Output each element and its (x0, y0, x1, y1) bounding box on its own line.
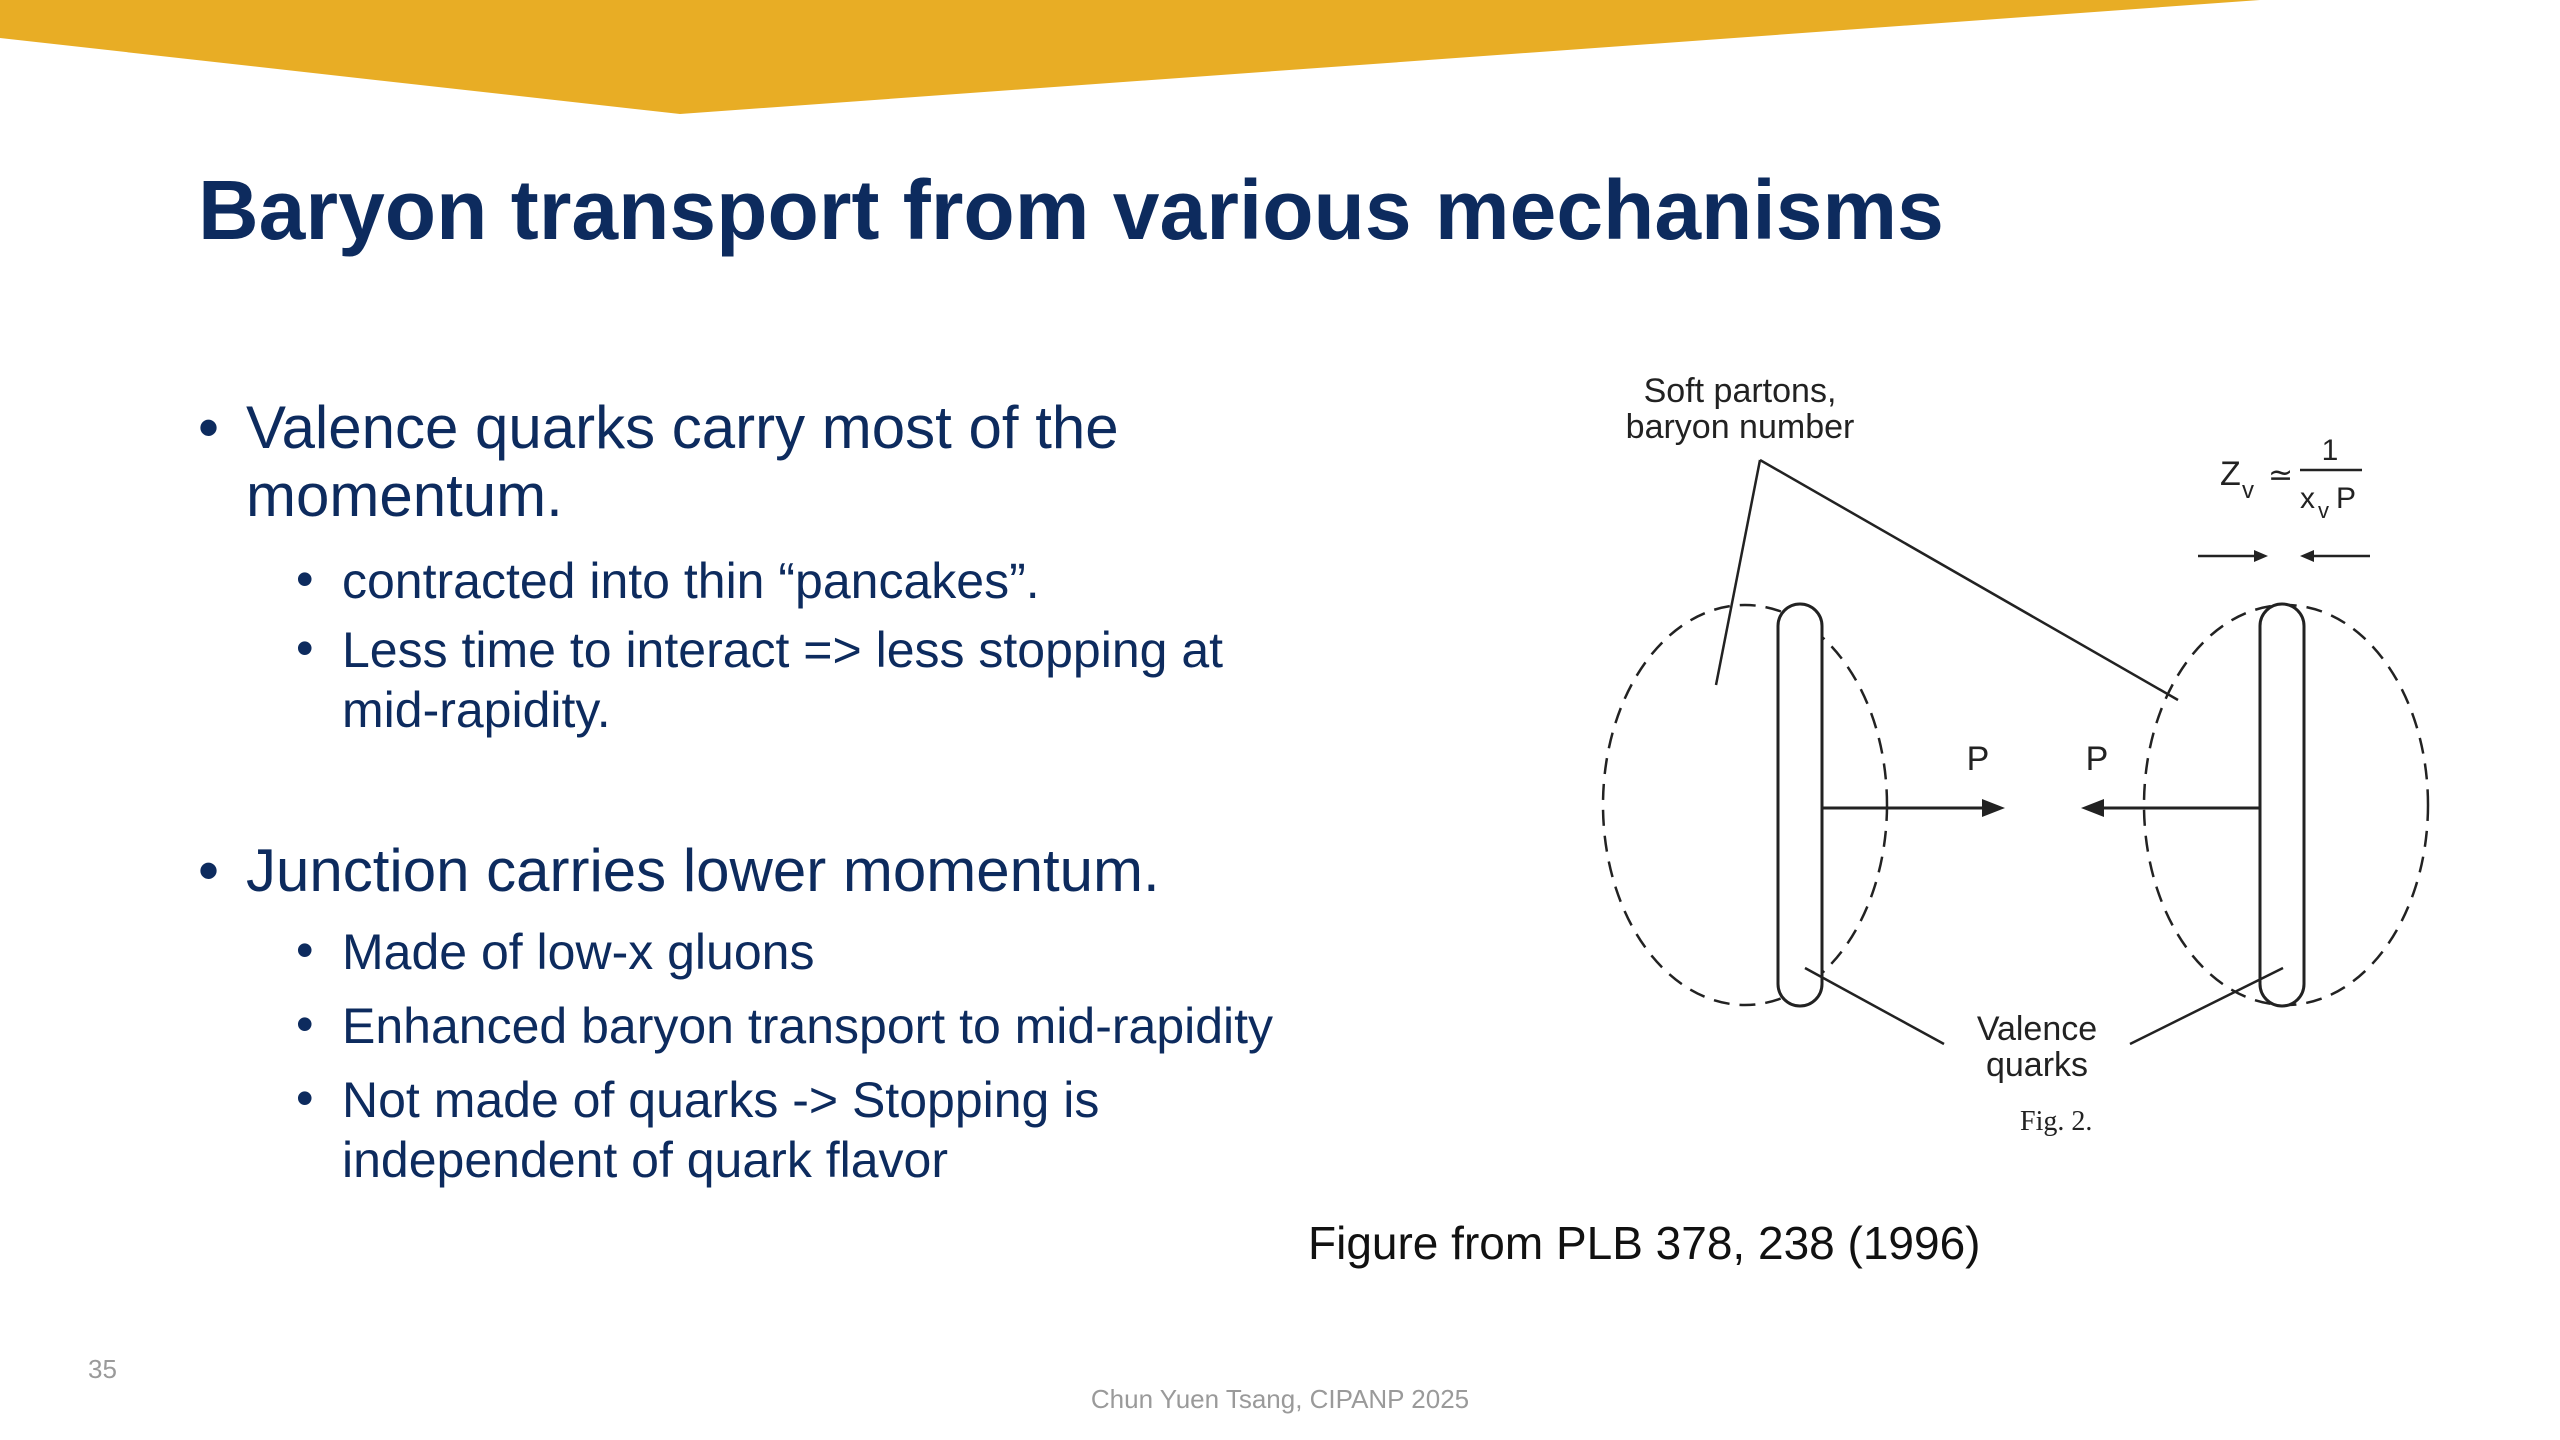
leader-line (1805, 968, 1944, 1044)
sub-bullet-dot-icon: • (296, 996, 314, 1052)
arrowhead-icon (1982, 799, 2005, 817)
formula-lhs: Z (2220, 455, 2241, 493)
baryon-collision-diagram (1600, 360, 2460, 1160)
sub-bullet-dot-icon: • (296, 551, 314, 607)
bullet-text-line: momentum. (246, 462, 563, 529)
footer-author-conference: Chun Yuen Tsang, CIPANP 2025 (1090, 1384, 1470, 1414)
momentum-label-right: P (2085, 740, 2109, 778)
bullet-dot-icon: • (198, 394, 220, 461)
arrowhead-icon (2300, 550, 2314, 562)
sub-bullet-dot-icon: • (296, 922, 314, 978)
bullet-text-line: Valence quarks carry most of the (246, 394, 1119, 461)
sub-bullet-text-line: Enhanced baryon transport to mid-rapidity (342, 998, 1274, 1054)
sub-bullet-dot-icon: • (296, 620, 314, 676)
soft-partons-label: Soft partons, (1643, 372, 1837, 410)
formula-lhs-sub: v (2242, 477, 2254, 504)
leader-line (1716, 460, 1760, 685)
momentum-label-left: P (1966, 740, 1990, 778)
sub-bullet-text-line: Made of low-x gluons (342, 924, 815, 980)
arrowhead-icon (2254, 550, 2268, 562)
top-accent-band (0, 0, 2560, 120)
valence-quarks-label: Valence (1976, 1010, 2098, 1048)
left-valence-pancake (1778, 604, 1822, 1006)
sub-bullet-text-line: Not made of quarks -> Stopping is (342, 1072, 1100, 1128)
slide-title: Baryon transport from various mechanisms (198, 163, 1944, 257)
formula-denominator-sub: v (2318, 498, 2329, 523)
leader-line (2130, 968, 2283, 1044)
page-number: 35 (88, 1354, 117, 1384)
formula-approx-sign: ≃ (2268, 459, 2294, 492)
arrowhead-icon (2081, 799, 2104, 817)
figure-number-label: Fig. 2. (2020, 1106, 2093, 1137)
formula-denominator-tail: P (2336, 482, 2357, 515)
formula-denominator: x (2300, 482, 2315, 515)
left-nucleon-outline (1603, 605, 1887, 1005)
bullet-text-line: Junction carries lower momentum. (246, 837, 1160, 904)
sub-bullet-dot-icon: • (296, 1070, 314, 1126)
right-valence-pancake (2260, 604, 2304, 1006)
figure-caption: Figure from PLB 378, 238 (1996) (1308, 1217, 1981, 1269)
valence-quarks-label: quarks (1985, 1046, 2089, 1084)
sub-bullet-text-line: Less time to interact => less stopping at (342, 622, 1224, 678)
formula-numerator: 1 (2321, 434, 2339, 467)
soft-partons-label: baryon number (1625, 408, 1855, 446)
sub-bullet-text-line: contracted into thin “pancakes”. (342, 553, 1040, 609)
bullet-dot-icon: • (198, 837, 220, 904)
sub-bullet-text-line: mid-rapidity. (342, 682, 611, 738)
sub-bullet-text-line: independent of quark flavor (342, 1132, 948, 1188)
